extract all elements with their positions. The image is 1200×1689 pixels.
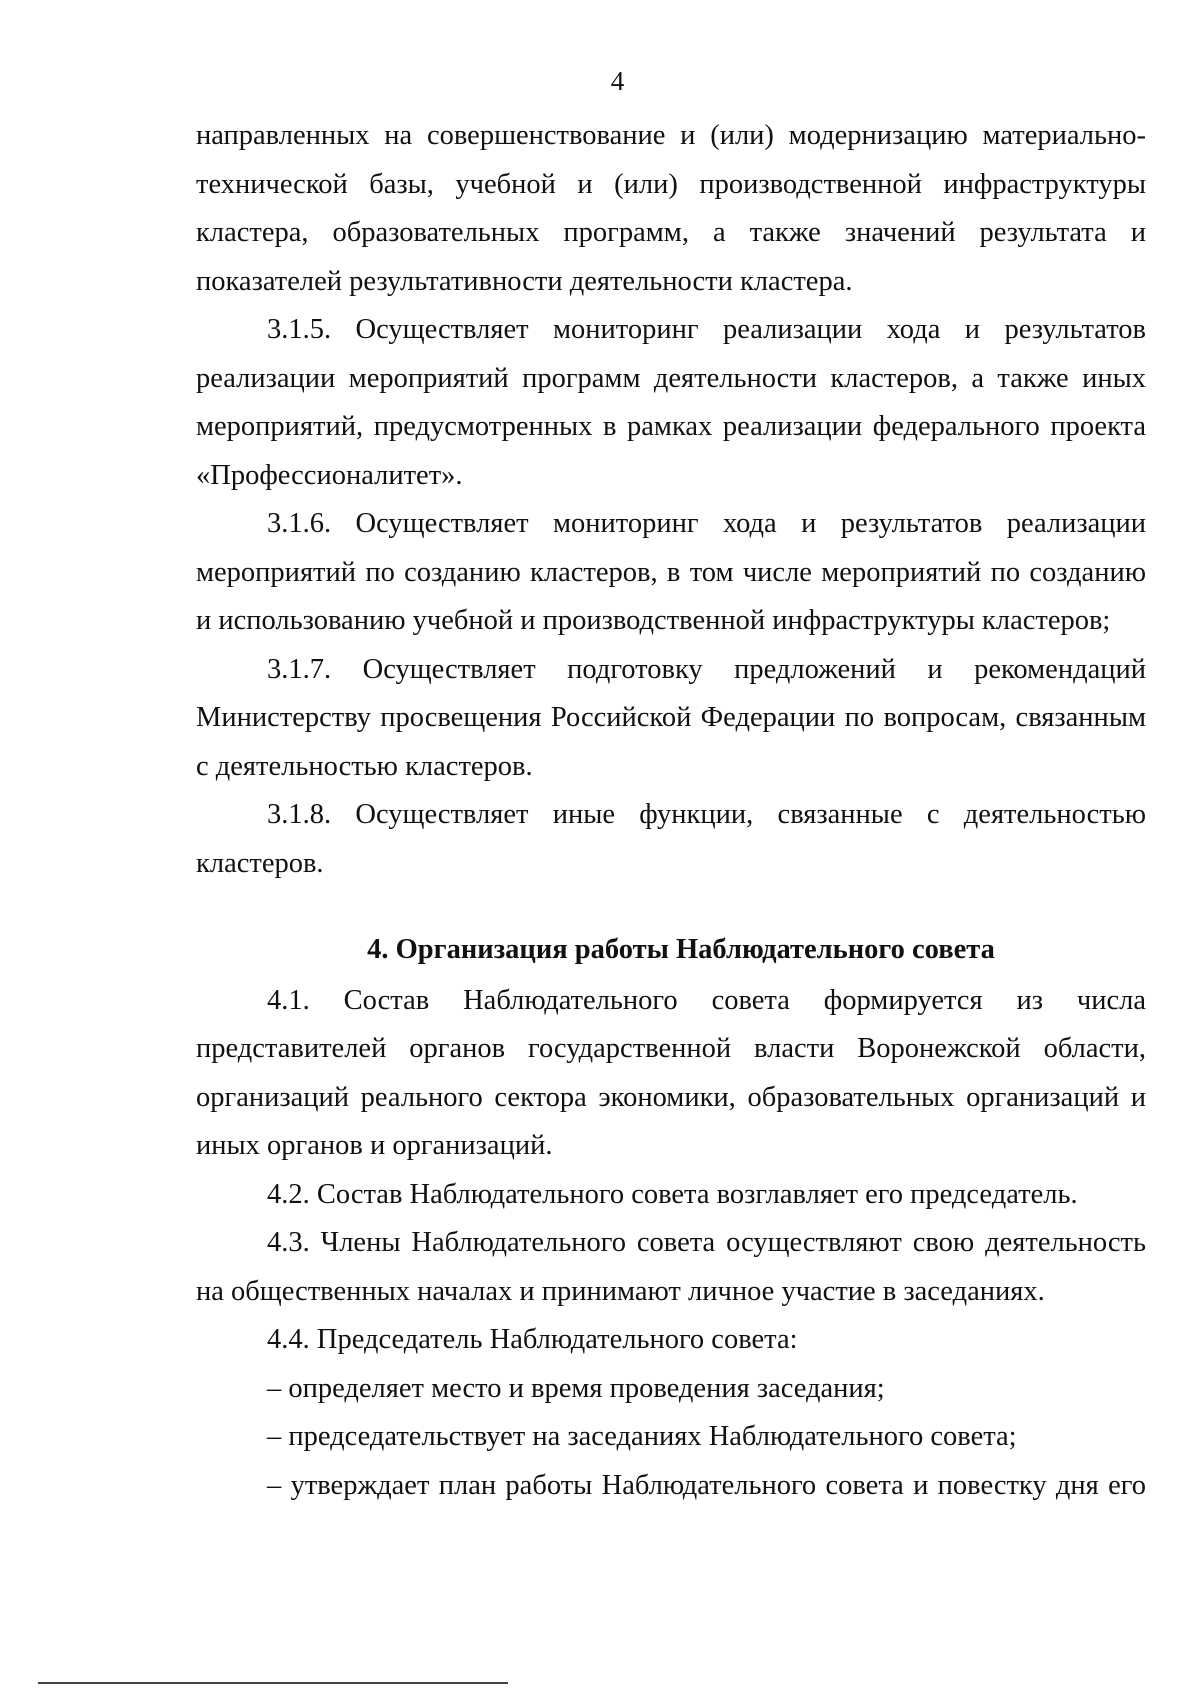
section-heading: 4. Организация работы Наблюдательного совета (367, 934, 995, 965)
list-item-presides: – председательствует на заседаниях Наблюдательного совета; (267, 1421, 1017, 1452)
page-number: 4 (610, 66, 625, 96)
paragraph-3-1-8: 3.1.8. Осуществляет иные функции, связанные с деятельностью кластеров. (196, 799, 1146, 879)
list-item-place-time: – определяет место и время проведения заседания; (267, 1372, 885, 1404)
paragraph-4-1: 4.1. Состав Наблюдательного совета формируется из числа представителей органов государственной власти Воронежской области, организаций реального сектора экономики, образовательных организаций и иных органов и организаций. (196, 984, 1146, 1161)
paragraph-3-1-7: 3.1.7. Осуществляет подготовку предложений и рекомендаций Министерству просвещения Российской Федерации по вопросам, связанным с деятельностью кластеров. (196, 653, 1146, 782)
paragraph-4-3: 4.3. Члены Наблюдательного совета осуществляют свою деятельность на общественных началах и принимают личное участие в заседаниях. (196, 1227, 1146, 1307)
paragraph-3-1-6: 3.1.6. Осуществляет мониторинг хода и результатов реализации мероприятий по созданию кластеров, в том числе мероприятий по созданию и использованию учебной и производственной инфраструктуры кластеров; (196, 508, 1146, 636)
paragraph-4-4: 4.4. Председатель Наблюдательного совета: (267, 1324, 798, 1355)
paragraph-continuation: направленных на совершенствование и (или) модернизацию материально-технической базы, учебной и (или) производственной инфраструктуры кластера, образовательных программ, а также значений результата и показателей результативности деятельности кластера. (196, 120, 1146, 297)
scan-edge-line (38, 1682, 508, 1684)
paragraph-3-1-5: 3.1.5. Осуществляет мониторинг реализации хода и результатов реализации мероприятий программ деятельности кластеров, а также иных мероприятий, предусмотренных в рамках реализации федерального проекта «Профессионалитет». (196, 314, 1146, 491)
list-item-approves-plan: – утверждает план работы Наблюдательного совета и повестку дня его (267, 1469, 1146, 1501)
paragraph-4-2: 4.2. Состав Наблюдательного совета возглавляет его председатель. (267, 1178, 1078, 1210)
document-body (196, 112, 1146, 1510)
